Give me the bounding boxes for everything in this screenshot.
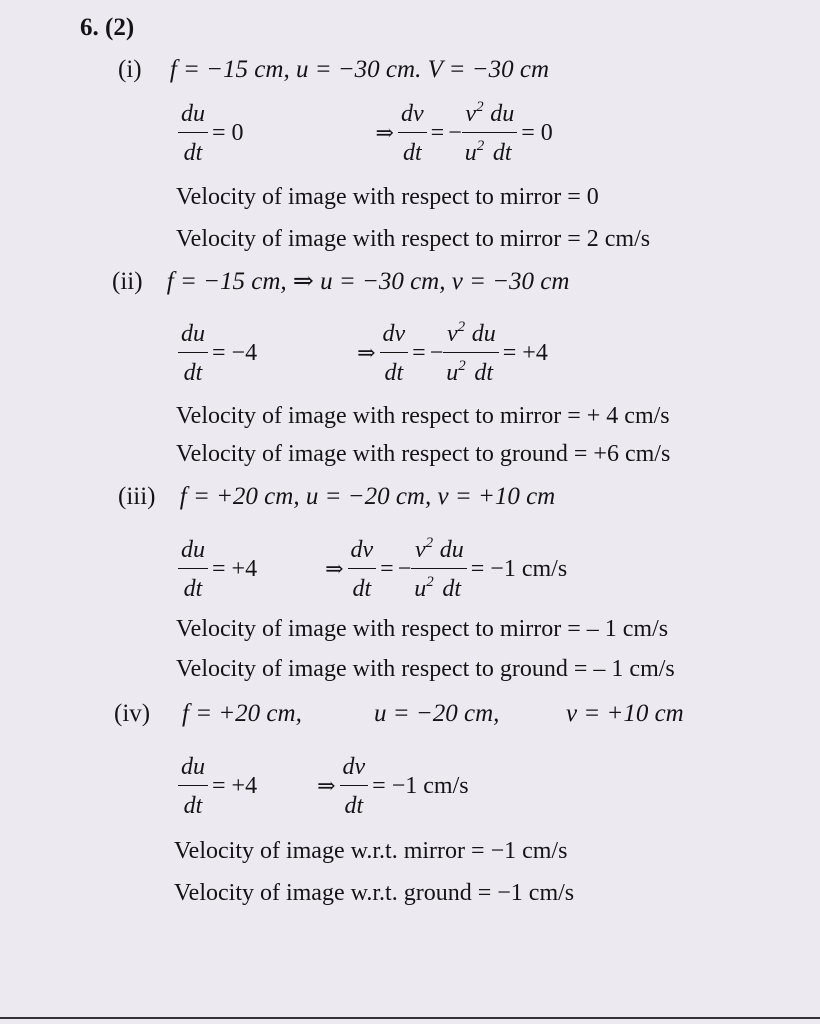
- part-iv-line-2: Velocity of image w.r.t. ground = −1 cm/s: [174, 880, 575, 906]
- part-iii-line-1: Velocity of image with respect to mirror = – 1 cm/s: [176, 616, 669, 642]
- du-dt-fraction: $\frac{du}{dt}$: [178, 755, 208, 818]
- part-iii-derivative-equation: $\frac{du}{dt}$ = +4 ⇒ $\frac{dv}{dt}$ = − $\frac{v^2}{u^2}$ $\frac{du}{dt}$ = −1 cm/s: [178, 538, 571, 601]
- du-dt-fraction: $\frac{du}{dt}$: [178, 538, 208, 601]
- given-values: f = −15 cm, ⇒ u = −30 cm, v = −30 cm: [166, 268, 570, 295]
- part-iv-given-line: [114, 700, 150, 728]
- part-label: (i): [118, 56, 142, 83]
- dv-dt-fraction: $\frac{dv}{dt}$: [340, 755, 369, 818]
- du-dt-factor: $\frac{du}{dt}$: [469, 322, 499, 385]
- dv-result: = −1 cm/s: [470, 556, 568, 582]
- part-ii-line-2: Velocity of image with respect to ground = +6 cm/s: [176, 441, 671, 467]
- v2-u2-fraction: $\frac{v^2}{u^2}$: [462, 102, 488, 165]
- part-iii-given-line: [118, 483, 555, 511]
- du-rhs: = +4: [212, 556, 258, 582]
- given-u: u = −20 cm,: [374, 700, 500, 727]
- part-ii-given-line: [112, 266, 569, 296]
- du-rhs: = −4: [212, 340, 258, 366]
- implies-arrow: ⇒: [357, 341, 376, 366]
- implies-arrow: ⇒: [325, 557, 344, 582]
- du-dt-fraction: $\frac{du}{dt}$: [178, 322, 208, 385]
- given-f: f = +20 cm,: [182, 700, 302, 727]
- dv-result: = −1 cm/s: [372, 773, 469, 799]
- implies-arrow: ⇒: [375, 121, 394, 146]
- v2-u2-fraction: $\frac{v^2}{u^2}$: [443, 322, 469, 385]
- bottom-rule: [0, 1017, 820, 1019]
- dv-result: = +4: [502, 340, 548, 366]
- du-dt-factor: $\frac{du}{dt}$: [437, 538, 467, 601]
- dv-dt-fraction: $\frac{dv}{dt}$: [348, 538, 377, 601]
- question-number: 6.: [80, 14, 99, 41]
- v2-u2-fraction: $\frac{v^2}{u^2}$: [411, 538, 437, 601]
- du-dt-fraction: $\frac{du}{dt}$: [178, 102, 208, 165]
- dv-dt-fraction: $\frac{dv}{dt}$: [398, 102, 427, 165]
- part-label: (ii): [112, 268, 143, 295]
- part-iv-derivative-equation: [178, 755, 473, 818]
- part-iv-line-1: Velocity of image w.r.t. mirror = −1 cm/s: [174, 838, 568, 864]
- part-label: (iv): [114, 700, 151, 727]
- du-rhs: = +4: [212, 773, 258, 799]
- part-label: (iii): [118, 483, 156, 510]
- part-i-derivative-equation: $\frac{du}{dt}$ = 0 ⇒ $\frac{dv}{dt}$ = − $\frac{v^2}{u^2}$ $\frac{du}{dt}$ = 0: [178, 102, 557, 165]
- du-dt-factor: $\frac{du}{dt}$: [487, 102, 517, 165]
- part-ii-line-1: Velocity of image with respect to mirror = + 4 cm/s: [176, 403, 670, 429]
- question-header: [80, 14, 134, 42]
- given-values: f = −15 cm, u = −30 cm. V = −30 cm: [169, 56, 550, 83]
- part-i-given-line: [118, 56, 549, 84]
- part-ii-derivative-equation: $\frac{du}{dt}$ = −4 ⇒ $\frac{dv}{dt}$ = − $\frac{v^2}{u^2}$ $\frac{du}{dt}$ = +4: [178, 322, 552, 385]
- part-i-line-1: Velocity of image with respect to mirror = 0: [176, 184, 599, 210]
- du-rhs: = 0: [212, 120, 244, 146]
- question-answer: (2): [105, 14, 135, 41]
- part-i-line-2: Velocity of image with respect to mirror = 2 cm/s: [176, 226, 651, 252]
- implies-arrow: ⇒: [317, 774, 336, 799]
- given-v: v = +10 cm: [566, 700, 684, 727]
- dv-dt-fraction: $\frac{dv}{dt}$: [380, 322, 409, 385]
- dv-result: = 0: [521, 120, 553, 146]
- given-values: f = +20 cm, u = −20 cm, v = +10 cm: [179, 483, 556, 510]
- part-iii-line-2: Velocity of image with respect to ground = – 1 cm/s: [176, 656, 675, 682]
